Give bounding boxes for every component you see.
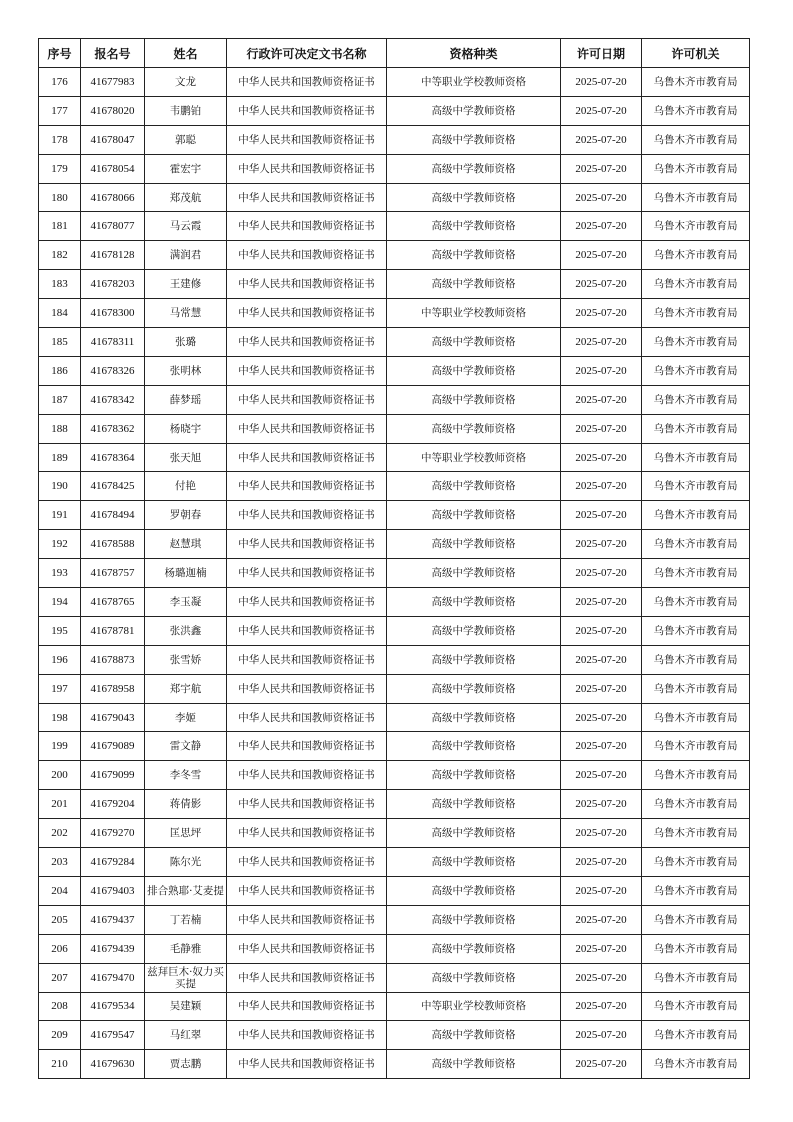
cell-document: 中华人民共和国教师资格证书	[227, 299, 387, 328]
cell-authority: 乌鲁木齐市教育局	[642, 703, 750, 732]
cell-document: 中华人民共和国教师资格证书	[227, 414, 387, 443]
cell-document: 中华人民共和国教师资格证书	[227, 559, 387, 588]
table-row	[39, 992, 750, 1021]
cell-document: 中华人民共和国教师资格证书	[227, 472, 387, 501]
cell-qualification: 高级中学教师资格	[387, 905, 561, 934]
cell-document: 中华人民共和国教师资格证书	[227, 1021, 387, 1050]
cell-reg-no: 41679437	[81, 905, 145, 934]
table-row	[39, 1021, 750, 1050]
cell-seq: 198	[39, 703, 81, 732]
cell-date: 2025-07-20	[561, 992, 642, 1021]
cell-document: 中华人民共和国教师资格证书	[227, 703, 387, 732]
cell-name: 李姬	[145, 703, 227, 732]
cell-document: 中华人民共和国教师资格证书	[227, 443, 387, 472]
cell-name: 郭聪	[145, 125, 227, 154]
cell-name: 马红翠	[145, 1021, 227, 1050]
cell-date: 2025-07-20	[561, 819, 642, 848]
cell-date: 2025-07-20	[561, 414, 642, 443]
cell-seq: 204	[39, 876, 81, 905]
cell-date: 2025-07-20	[561, 270, 642, 299]
cell-reg-no: 41678765	[81, 588, 145, 617]
cell-document: 中华人民共和国教师资格证书	[227, 674, 387, 703]
cell-date: 2025-07-20	[561, 68, 642, 97]
cell-qualification: 高级中学教师资格	[387, 761, 561, 790]
cell-seq: 192	[39, 530, 81, 559]
table-row	[39, 905, 750, 934]
cell-date: 2025-07-20	[561, 703, 642, 732]
cell-authority: 乌鲁木齐市教育局	[642, 732, 750, 761]
cell-qualification: 高级中学教师资格	[387, 848, 561, 877]
cell-date: 2025-07-20	[561, 96, 642, 125]
cell-qualification: 高级中学教师资格	[387, 212, 561, 241]
cell-name: 文龙	[145, 68, 227, 97]
cell-seq: 199	[39, 732, 81, 761]
cell-authority: 乌鲁木齐市教育局	[642, 356, 750, 385]
cell-authority: 乌鲁木齐市教育局	[642, 125, 750, 154]
cell-document: 中华人民共和国教师资格证书	[227, 645, 387, 674]
cell-document: 中华人民共和国教师资格证书	[227, 934, 387, 963]
cell-name: 陈尔光	[145, 848, 227, 877]
cell-date: 2025-07-20	[561, 443, 642, 472]
cell-seq: 178	[39, 125, 81, 154]
cell-qualification: 高级中学教师资格	[387, 328, 561, 357]
table-row	[39, 241, 750, 270]
cell-document: 中华人民共和国教师资格证书	[227, 905, 387, 934]
cell-document: 中华人民共和国教师资格证书	[227, 154, 387, 183]
cell-name: 罗朝春	[145, 501, 227, 530]
cell-date: 2025-07-20	[561, 645, 642, 674]
cell-qualification: 高级中学教师资格	[387, 472, 561, 501]
cell-qualification: 高级中学教师资格	[387, 414, 561, 443]
cell-authority: 乌鲁木齐市教育局	[642, 645, 750, 674]
table-row	[39, 356, 750, 385]
cell-authority: 乌鲁木齐市教育局	[642, 819, 750, 848]
cell-seq: 194	[39, 588, 81, 617]
cell-date: 2025-07-20	[561, 299, 642, 328]
cell-reg-no: 41678128	[81, 241, 145, 270]
cell-seq: 181	[39, 212, 81, 241]
cell-qualification: 高级中学教师资格	[387, 559, 561, 588]
cell-date: 2025-07-20	[561, 1021, 642, 1050]
cell-qualification: 高级中学教师资格	[387, 530, 561, 559]
table-row	[39, 183, 750, 212]
cell-reg-no: 41678494	[81, 501, 145, 530]
cell-seq: 188	[39, 414, 81, 443]
cell-seq: 179	[39, 154, 81, 183]
cell-seq: 187	[39, 385, 81, 414]
cell-reg-no: 41678757	[81, 559, 145, 588]
cell-reg-no: 41678588	[81, 530, 145, 559]
cell-seq: 208	[39, 992, 81, 1021]
cell-qualification: 高级中学教师资格	[387, 154, 561, 183]
table-row	[39, 1050, 750, 1079]
table-row	[39, 154, 750, 183]
cell-name: 王建修	[145, 270, 227, 299]
cell-authority: 乌鲁木齐市教育局	[642, 96, 750, 125]
table-row	[39, 761, 750, 790]
cell-seq: 196	[39, 645, 81, 674]
cell-reg-no: 41679630	[81, 1050, 145, 1079]
cell-name: 霍宏宇	[145, 154, 227, 183]
cell-document: 中华人民共和国教师资格证书	[227, 848, 387, 877]
cell-qualification: 高级中学教师资格	[387, 270, 561, 299]
cell-date: 2025-07-20	[561, 732, 642, 761]
cell-date: 2025-07-20	[561, 328, 642, 357]
cell-authority: 乌鲁木齐市教育局	[642, 761, 750, 790]
cell-document: 中华人民共和国教师资格证书	[227, 588, 387, 617]
header-reg-no: 报名号	[81, 39, 145, 68]
cell-date: 2025-07-20	[561, 963, 642, 992]
cell-authority: 乌鲁木齐市教育局	[642, 848, 750, 877]
cell-name: 李玉凝	[145, 588, 227, 617]
cell-qualification: 高级中学教师资格	[387, 241, 561, 270]
cell-qualification: 高级中学教师资格	[387, 125, 561, 154]
cell-date: 2025-07-20	[561, 183, 642, 212]
cell-date: 2025-07-20	[561, 674, 642, 703]
cell-authority: 乌鲁木齐市教育局	[642, 154, 750, 183]
cell-seq: 190	[39, 472, 81, 501]
cell-document: 中华人民共和国教师资格证书	[227, 96, 387, 125]
table-body	[39, 68, 750, 1079]
license-table	[38, 38, 750, 1079]
cell-qualification: 中等职业学校教师资格	[387, 443, 561, 472]
cell-reg-no: 41678326	[81, 356, 145, 385]
cell-name: 贾志鹏	[145, 1050, 227, 1079]
table-row	[39, 674, 750, 703]
cell-authority: 乌鲁木齐市教育局	[642, 588, 750, 617]
table-row	[39, 848, 750, 877]
cell-document: 中华人民共和国教师资格证书	[227, 501, 387, 530]
cell-document: 中华人民共和国教师资格证书	[227, 125, 387, 154]
cell-document: 中华人民共和国教师资格证书	[227, 68, 387, 97]
cell-qualification: 高级中学教师资格	[387, 963, 561, 992]
cell-reg-no: 41678066	[81, 183, 145, 212]
cell-name: 韦鹏铂	[145, 96, 227, 125]
cell-qualification: 高级中学教师资格	[387, 1021, 561, 1050]
cell-authority: 乌鲁木齐市教育局	[642, 299, 750, 328]
cell-document: 中华人民共和国教师资格证书	[227, 761, 387, 790]
cell-qualification: 中等职业学校教师资格	[387, 299, 561, 328]
cell-document: 中华人民共和国教师资格证书	[227, 790, 387, 819]
cell-name: 郑宇航	[145, 674, 227, 703]
cell-authority: 乌鲁木齐市教育局	[642, 1021, 750, 1050]
cell-date: 2025-07-20	[561, 934, 642, 963]
cell-seq: 189	[39, 443, 81, 472]
cell-authority: 乌鲁木齐市教育局	[642, 385, 750, 414]
cell-reg-no: 41678425	[81, 472, 145, 501]
cell-date: 2025-07-20	[561, 1050, 642, 1079]
cell-date: 2025-07-20	[561, 616, 642, 645]
cell-document: 中华人民共和国教师资格证书	[227, 530, 387, 559]
cell-seq: 185	[39, 328, 81, 357]
cell-reg-no: 41678047	[81, 125, 145, 154]
table-row	[39, 790, 750, 819]
cell-authority: 乌鲁木齐市教育局	[642, 472, 750, 501]
cell-qualification: 高级中学教师资格	[387, 1050, 561, 1079]
cell-name: 雷文静	[145, 732, 227, 761]
cell-seq: 200	[39, 761, 81, 790]
cell-date: 2025-07-20	[561, 848, 642, 877]
cell-date: 2025-07-20	[561, 241, 642, 270]
cell-seq: 177	[39, 96, 81, 125]
cell-document: 中华人民共和国教师资格证书	[227, 992, 387, 1021]
cell-date: 2025-07-20	[561, 501, 642, 530]
cell-document: 中华人民共和国教师资格证书	[227, 356, 387, 385]
cell-date: 2025-07-20	[561, 472, 642, 501]
cell-name: 薛梦瑶	[145, 385, 227, 414]
cell-qualification: 高级中学教师资格	[387, 645, 561, 674]
cell-authority: 乌鲁木齐市教育局	[642, 616, 750, 645]
cell-reg-no: 41678342	[81, 385, 145, 414]
table-row	[39, 96, 750, 125]
cell-seq: 197	[39, 674, 81, 703]
cell-name: 蒋倩影	[145, 790, 227, 819]
cell-authority: 乌鲁木齐市教育局	[642, 963, 750, 992]
cell-seq: 209	[39, 1021, 81, 1050]
cell-qualification: 中等职业学校教师资格	[387, 992, 561, 1021]
cell-authority: 乌鲁木齐市教育局	[642, 183, 750, 212]
cell-qualification: 中等职业学校教师资格	[387, 68, 561, 97]
cell-name: 李冬雪	[145, 761, 227, 790]
cell-qualification: 高级中学教师资格	[387, 616, 561, 645]
cell-seq: 180	[39, 183, 81, 212]
cell-authority: 乌鲁木齐市教育局	[642, 270, 750, 299]
table-row	[39, 645, 750, 674]
cell-seq: 203	[39, 848, 81, 877]
cell-seq: 191	[39, 501, 81, 530]
cell-authority: 乌鲁木齐市教育局	[642, 876, 750, 905]
cell-authority: 乌鲁木齐市教育局	[642, 674, 750, 703]
cell-reg-no: 41678958	[81, 674, 145, 703]
cell-document: 中华人民共和国教师资格证书	[227, 385, 387, 414]
cell-reg-no: 41679547	[81, 1021, 145, 1050]
cell-reg-no: 41678781	[81, 616, 145, 645]
cell-reg-no: 41677983	[81, 68, 145, 97]
cell-name: 排合熟耶·艾麦提	[145, 876, 227, 905]
cell-authority: 乌鲁木齐市教育局	[642, 212, 750, 241]
cell-name: 杨璐迦楠	[145, 559, 227, 588]
cell-name: 丁若楠	[145, 905, 227, 934]
cell-seq: 206	[39, 934, 81, 963]
cell-document: 中华人民共和国教师资格证书	[227, 876, 387, 905]
header-qualification: 资格种类	[387, 39, 561, 68]
cell-document: 中华人民共和国教师资格证书	[227, 616, 387, 645]
cell-name: 杨晓宇	[145, 414, 227, 443]
cell-name: 付艳	[145, 472, 227, 501]
cell-document: 中华人民共和国教师资格证书	[227, 241, 387, 270]
table-row	[39, 559, 750, 588]
cell-authority: 乌鲁木齐市教育局	[642, 68, 750, 97]
cell-name: 张璐	[145, 328, 227, 357]
cell-seq: 205	[39, 905, 81, 934]
cell-date: 2025-07-20	[561, 530, 642, 559]
cell-qualification: 高级中学教师资格	[387, 819, 561, 848]
cell-seq: 186	[39, 356, 81, 385]
cell-date: 2025-07-20	[561, 761, 642, 790]
cell-name: 毛静雅	[145, 934, 227, 963]
cell-reg-no: 41678873	[81, 645, 145, 674]
cell-qualification: 高级中学教师资格	[387, 790, 561, 819]
cell-authority: 乌鲁木齐市教育局	[642, 501, 750, 530]
cell-qualification: 高级中学教师资格	[387, 96, 561, 125]
cell-document: 中华人民共和国教师资格证书	[227, 328, 387, 357]
cell-reg-no: 41678077	[81, 212, 145, 241]
cell-seq: 176	[39, 68, 81, 97]
cell-reg-no: 41678311	[81, 328, 145, 357]
table-row	[39, 472, 750, 501]
cell-authority: 乌鲁木齐市教育局	[642, 992, 750, 1021]
cell-qualification: 高级中学教师资格	[387, 385, 561, 414]
table-row	[39, 125, 750, 154]
cell-name: 满润君	[145, 241, 227, 270]
cell-authority: 乌鲁木齐市教育局	[642, 443, 750, 472]
header-seq: 序号	[39, 39, 81, 68]
cell-qualification: 高级中学教师资格	[387, 588, 561, 617]
cell-document: 中华人民共和国教师资格证书	[227, 270, 387, 299]
table-row	[39, 443, 750, 472]
table-header	[39, 39, 750, 68]
cell-document: 中华人民共和国教师资格证书	[227, 819, 387, 848]
cell-date: 2025-07-20	[561, 559, 642, 588]
table-row	[39, 616, 750, 645]
cell-seq: 184	[39, 299, 81, 328]
table-row	[39, 501, 750, 530]
table-row	[39, 876, 750, 905]
cell-name: 马云霞	[145, 212, 227, 241]
cell-authority: 乌鲁木齐市教育局	[642, 241, 750, 270]
table-row	[39, 270, 750, 299]
cell-name: 张天旭	[145, 443, 227, 472]
header-name: 姓名	[145, 39, 227, 68]
header-document: 行政许可决定文书名称	[227, 39, 387, 68]
cell-authority: 乌鲁木齐市教育局	[642, 1050, 750, 1079]
cell-name: 匡思坪	[145, 819, 227, 848]
table-row	[39, 212, 750, 241]
cell-name: 兹拜巨木·奴力买买提	[145, 963, 227, 992]
cell-reg-no: 41679284	[81, 848, 145, 877]
cell-name: 马常慧	[145, 299, 227, 328]
cell-date: 2025-07-20	[561, 385, 642, 414]
cell-reg-no: 41678203	[81, 270, 145, 299]
cell-reg-no: 41678054	[81, 154, 145, 183]
table-row	[39, 385, 750, 414]
cell-name: 张洪鑫	[145, 616, 227, 645]
cell-qualification: 高级中学教师资格	[387, 732, 561, 761]
table-row	[39, 68, 750, 97]
cell-reg-no: 41678364	[81, 443, 145, 472]
table-row	[39, 299, 750, 328]
cell-qualification: 高级中学教师资格	[387, 674, 561, 703]
cell-seq: 183	[39, 270, 81, 299]
cell-reg-no: 41678020	[81, 96, 145, 125]
cell-seq: 210	[39, 1050, 81, 1079]
cell-qualification: 高级中学教师资格	[387, 183, 561, 212]
cell-seq: 201	[39, 790, 81, 819]
cell-authority: 乌鲁木齐市教育局	[642, 414, 750, 443]
cell-document: 中华人民共和国教师资格证书	[227, 732, 387, 761]
cell-date: 2025-07-20	[561, 356, 642, 385]
cell-name: 郑茂航	[145, 183, 227, 212]
cell-authority: 乌鲁木齐市教育局	[642, 934, 750, 963]
cell-reg-no: 41679043	[81, 703, 145, 732]
cell-reg-no: 41679270	[81, 819, 145, 848]
cell-seq: 195	[39, 616, 81, 645]
cell-reg-no: 41678300	[81, 299, 145, 328]
table-row	[39, 414, 750, 443]
cell-date: 2025-07-20	[561, 154, 642, 183]
cell-seq: 207	[39, 963, 81, 992]
cell-qualification: 高级中学教师资格	[387, 876, 561, 905]
cell-reg-no: 41679534	[81, 992, 145, 1021]
cell-qualification: 高级中学教师资格	[387, 703, 561, 732]
table-row	[39, 530, 750, 559]
cell-name: 吴建颖	[145, 992, 227, 1021]
cell-name: 赵慧琪	[145, 530, 227, 559]
cell-date: 2025-07-20	[561, 588, 642, 617]
cell-date: 2025-07-20	[561, 212, 642, 241]
cell-reg-no: 41679403	[81, 876, 145, 905]
cell-authority: 乌鲁木齐市教育局	[642, 530, 750, 559]
cell-date: 2025-07-20	[561, 876, 642, 905]
cell-authority: 乌鲁木齐市教育局	[642, 559, 750, 588]
header-date: 许可日期	[561, 39, 642, 68]
cell-date: 2025-07-20	[561, 125, 642, 154]
table-row	[39, 703, 750, 732]
cell-document: 中华人民共和国教师资格证书	[227, 183, 387, 212]
cell-date: 2025-07-20	[561, 790, 642, 819]
cell-reg-no: 41678362	[81, 414, 145, 443]
cell-document: 中华人民共和国教师资格证书	[227, 212, 387, 241]
cell-name: 张雪娇	[145, 645, 227, 674]
table-row	[39, 963, 750, 992]
cell-document: 中华人民共和国教师资格证书	[227, 1050, 387, 1079]
header-row	[39, 39, 750, 68]
cell-reg-no: 41679089	[81, 732, 145, 761]
cell-authority: 乌鲁木齐市教育局	[642, 905, 750, 934]
cell-seq: 193	[39, 559, 81, 588]
table-row	[39, 934, 750, 963]
cell-reg-no: 41679470	[81, 963, 145, 992]
cell-qualification: 高级中学教师资格	[387, 934, 561, 963]
cell-qualification: 高级中学教师资格	[387, 356, 561, 385]
cell-reg-no: 41679099	[81, 761, 145, 790]
header-authority: 许可机关	[642, 39, 750, 68]
cell-authority: 乌鲁木齐市教育局	[642, 328, 750, 357]
table-row	[39, 328, 750, 357]
table-row	[39, 732, 750, 761]
cell-seq: 202	[39, 819, 81, 848]
cell-authority: 乌鲁木齐市教育局	[642, 790, 750, 819]
table-row	[39, 588, 750, 617]
cell-document: 中华人民共和国教师资格证书	[227, 963, 387, 992]
table-row	[39, 819, 750, 848]
cell-reg-no: 41679204	[81, 790, 145, 819]
cell-seq: 182	[39, 241, 81, 270]
cell-qualification: 高级中学教师资格	[387, 501, 561, 530]
cell-name: 张明林	[145, 356, 227, 385]
cell-reg-no: 41679439	[81, 934, 145, 963]
cell-date: 2025-07-20	[561, 905, 642, 934]
